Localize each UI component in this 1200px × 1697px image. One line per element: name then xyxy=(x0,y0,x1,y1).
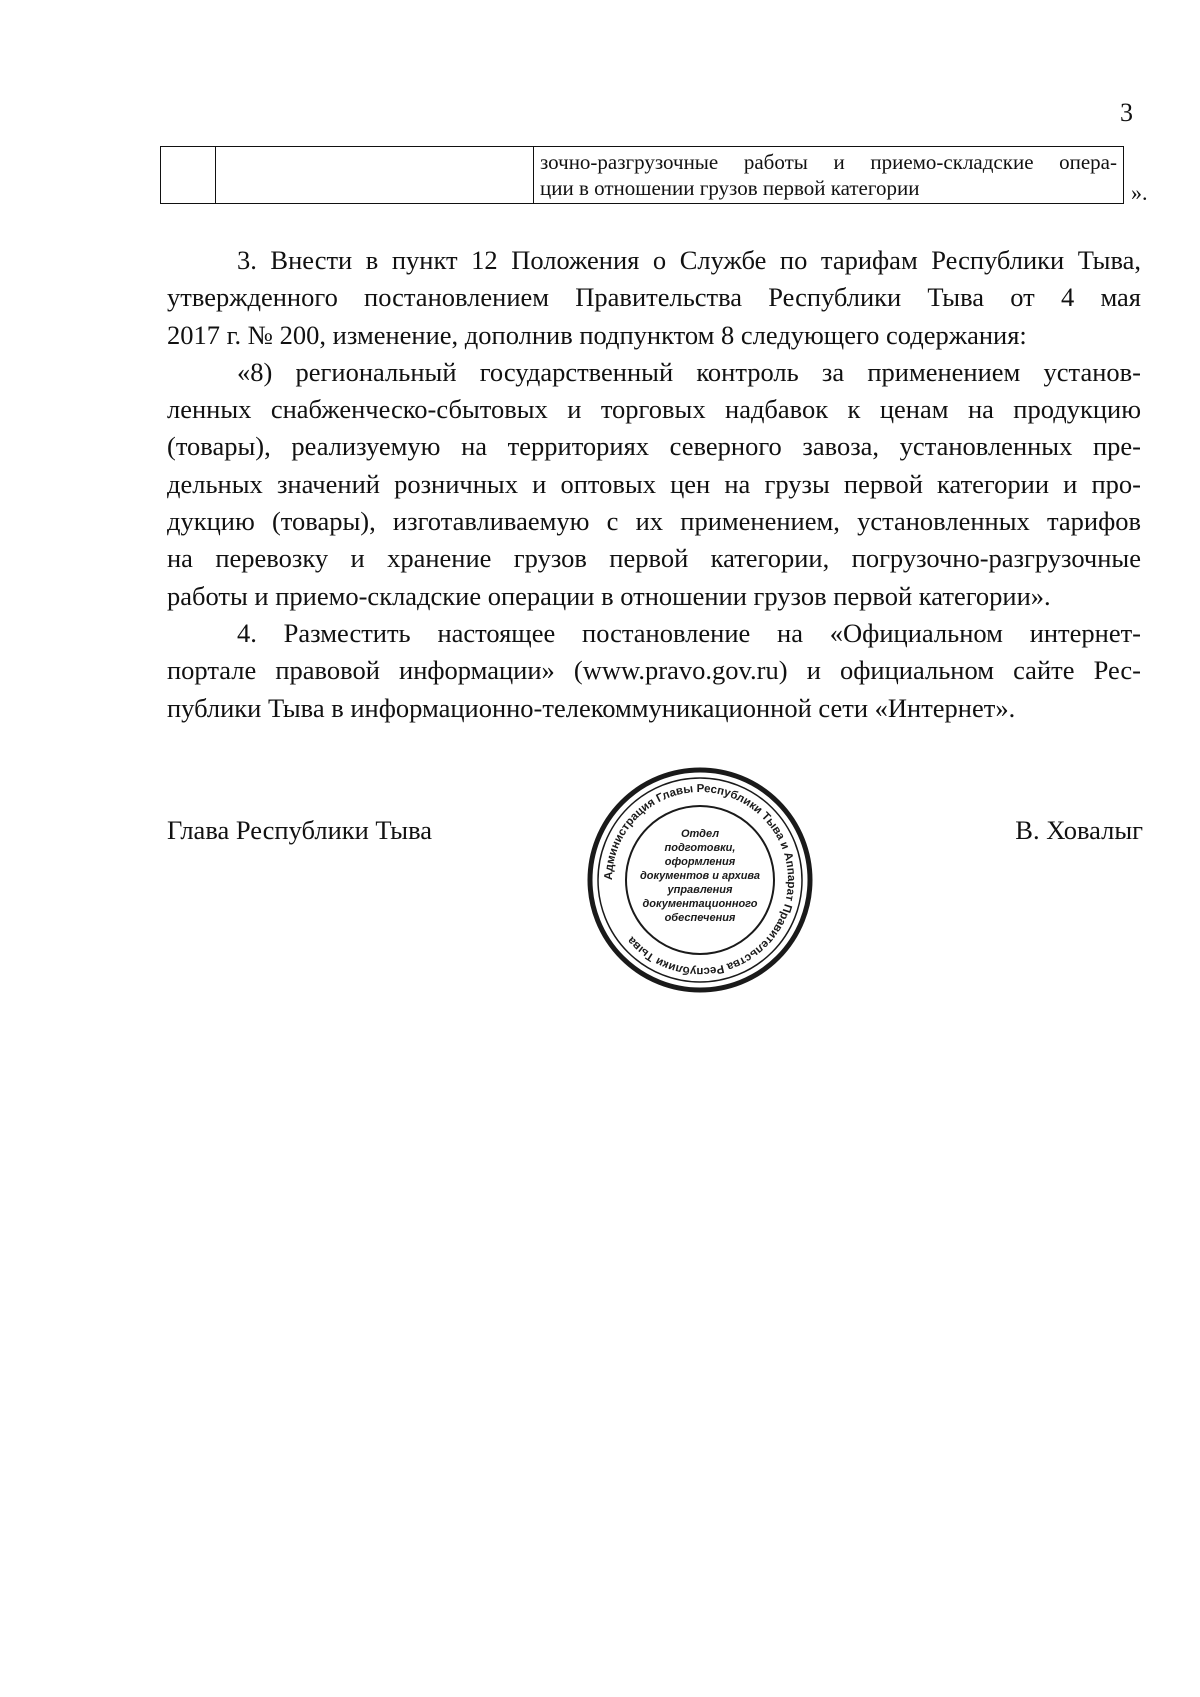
seal-center-line: подготовки, xyxy=(664,842,736,854)
table-cell-line: зочно-разгрузочные работы и приемо-складские опера- xyxy=(540,150,1117,174)
closing-quote: ». xyxy=(1131,180,1148,205)
seal-center-line: оформления xyxy=(664,856,736,868)
seal-center-line: управления xyxy=(667,884,733,896)
table-fragment xyxy=(160,146,1124,204)
seal-center-line: Отдел xyxy=(680,828,720,840)
seal-center-line: документационного xyxy=(642,898,758,910)
text-line: портале правовой информации» (www.pravo.gov.ru) и официальном сайте Рес- xyxy=(167,655,1141,686)
text-line: работы и приемо-складские операции в отношении грузов первой категории». xyxy=(167,580,1051,611)
signer-name: В. Ховалыг xyxy=(1015,815,1143,845)
document-body xyxy=(167,242,1141,727)
signer-position: Глава Республики Тыва xyxy=(167,815,433,845)
paragraph-8 xyxy=(167,354,1141,615)
text-line: «8) региональный государственный контроль за применением установ- xyxy=(237,356,1141,387)
page-number: 3 xyxy=(1120,98,1133,127)
table-cell-number xyxy=(161,147,216,203)
text-line: публики Тыва в информационно-телекоммуникационной сети «Интернет». xyxy=(167,692,1016,723)
table-cell-line: ции в отношении грузов первой категории xyxy=(540,176,920,200)
table-cell-name xyxy=(216,147,534,203)
paragraph-3 xyxy=(167,242,1141,354)
seal-center-line: обеспечения xyxy=(664,912,736,924)
seal-ring-text: Администрация Главы Республики Тыва и Аппарат Правительства Республики Тыва xyxy=(602,782,798,978)
seal-center-line: документов и архива xyxy=(639,870,761,882)
text-line: утвержденного постановлением Правительства Республики Тыва от 4 мая xyxy=(167,282,1141,313)
text-line: ленных снабженческо-сбытовых и торговых надбавок к ценам на продукцию xyxy=(167,394,1141,425)
paragraph-4 xyxy=(167,615,1141,727)
official-seal-stamp xyxy=(585,765,815,995)
text-line: дукцию (товары), изготавливаемую с их применением, установленных тарифов xyxy=(167,506,1141,537)
text-line: (товары), реализуемую на территориях северного завоза, установленных пре- xyxy=(167,431,1141,462)
table-cell-description xyxy=(534,147,1123,203)
text-line: 3. Внести в пункт 12 Положения о Службе по тарифам Республики Тыва, xyxy=(237,245,1141,275)
text-line: дельных значений розничных и оптовых цен на грузы первой категории и про- xyxy=(167,468,1141,499)
text-line: 2017 г. № 200, изменение, дополнив подпунктом 8 следующего содержания: xyxy=(167,319,1027,350)
text-line: 4. Разместить настоящее постановление на «Официальном интернет- xyxy=(237,617,1141,648)
text-line: на перевозку и хранение грузов первой категории, погрузочно-разгрузочные xyxy=(167,543,1141,574)
